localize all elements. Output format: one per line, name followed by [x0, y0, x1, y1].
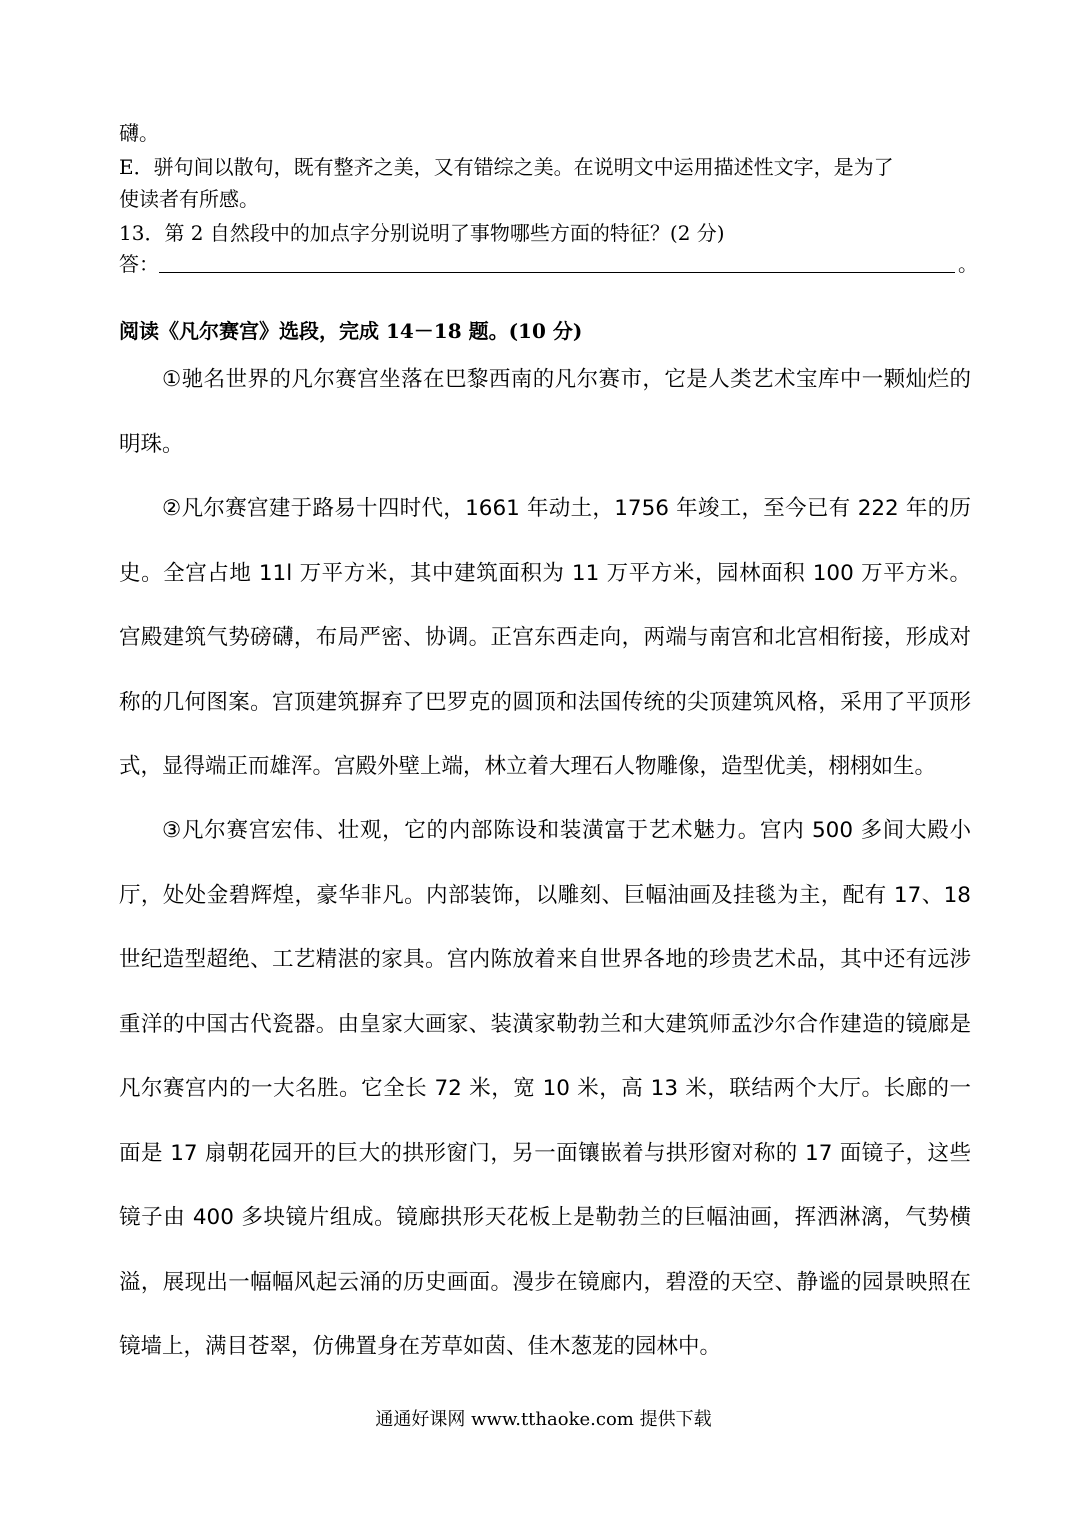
answer-blank-line — [159, 272, 955, 273]
section-heading: 阅读《凡尔赛宫》选段，完成 14－18 题。(10 分) — [119, 319, 583, 343]
previous-answer-continuation: 礴。 — [119, 121, 159, 145]
answer-end-mark: 。 — [958, 252, 978, 276]
page-footer: 通通好课网 www.tthaoke.com 提供下载 — [375, 1409, 712, 1430]
paragraph-2: ②凡尔赛宫建于路易十四时代，1661 年动土，1756 年竣工，至今已有 222 年的历史。全宫占地 11l 万平方米，其中建筑面积为 11 万平方米，园林面积 100 万平方米。宫殿建筑气势磅礴，布局严密、协调。正宫东西走向，两端与南宫和北宫相衔接，形成对称的几何图案。宫顶建筑摒弃了巴罗克的圆顶和法国传统的尖顶建筑风格，采用了平顶形式，显得端正而雄浑。宫殿外壁上端，林立着大理石人物雕像，造型优美，栩栩如生。 — [119, 496, 971, 779]
paragraph-3: ③凡尔赛宫宏伟、壮观，它的内部陈设和装潢富于艺术魅力。宫内 500 多间大殿小厅，处处金碧辉煌，豪华非凡。内部装饰，以雕刻、巨幅油画及挂毯为主，配有 17、18 世纪造型超绝、工艺精湛的家具。宫内陈放着来自世界各地的珍贵艺术品，其中还有远涉重洋的中国古代瓷器。由皇家大画家、装潢家勒勃兰和大建筑师孟沙尔合作建造的镜廊是凡尔赛宫内的一大名胜。它全长 72 米，宽 10 米，高 13 米，联结两个大厅。长廊的一面是 17 扇朝花园开的巨大的拱形窗门，另一面镶嵌着与拱形窗对称的 17 面镜子，这些镜子由 400 多块镜片组成。镜廊拱形天花板上是勒勃兰的巨幅油画，挥洒淋漓，气势横溢，展现出一幅幅风起云涌的历史画面。漫步在镜廊内，碧澄的天空、静谧的园景映照在镜墙上，满目苍翠，仿佛置身在芳草如茵、佳木葱茏的园林中。 — [119, 818, 971, 1359]
option-e-line-2: 使读者有所感。 — [119, 187, 259, 211]
paragraph-1: ①驰名世界的凡尔赛宫坐落在巴黎西南的凡尔赛市，它是人类艺术宝库中一颗灿烂的明珠。 — [119, 367, 971, 457]
option-e-line-1: E．骈句间以散句，既有整齐之美，又有错综之美。在说明文中运用描述性文字，是为了 — [119, 155, 894, 179]
answer-label: 答： — [119, 252, 159, 276]
question-13: 13．第 2 自然段中的加点字分别说明了事物哪些方面的特征？(2 分) — [119, 221, 725, 245]
